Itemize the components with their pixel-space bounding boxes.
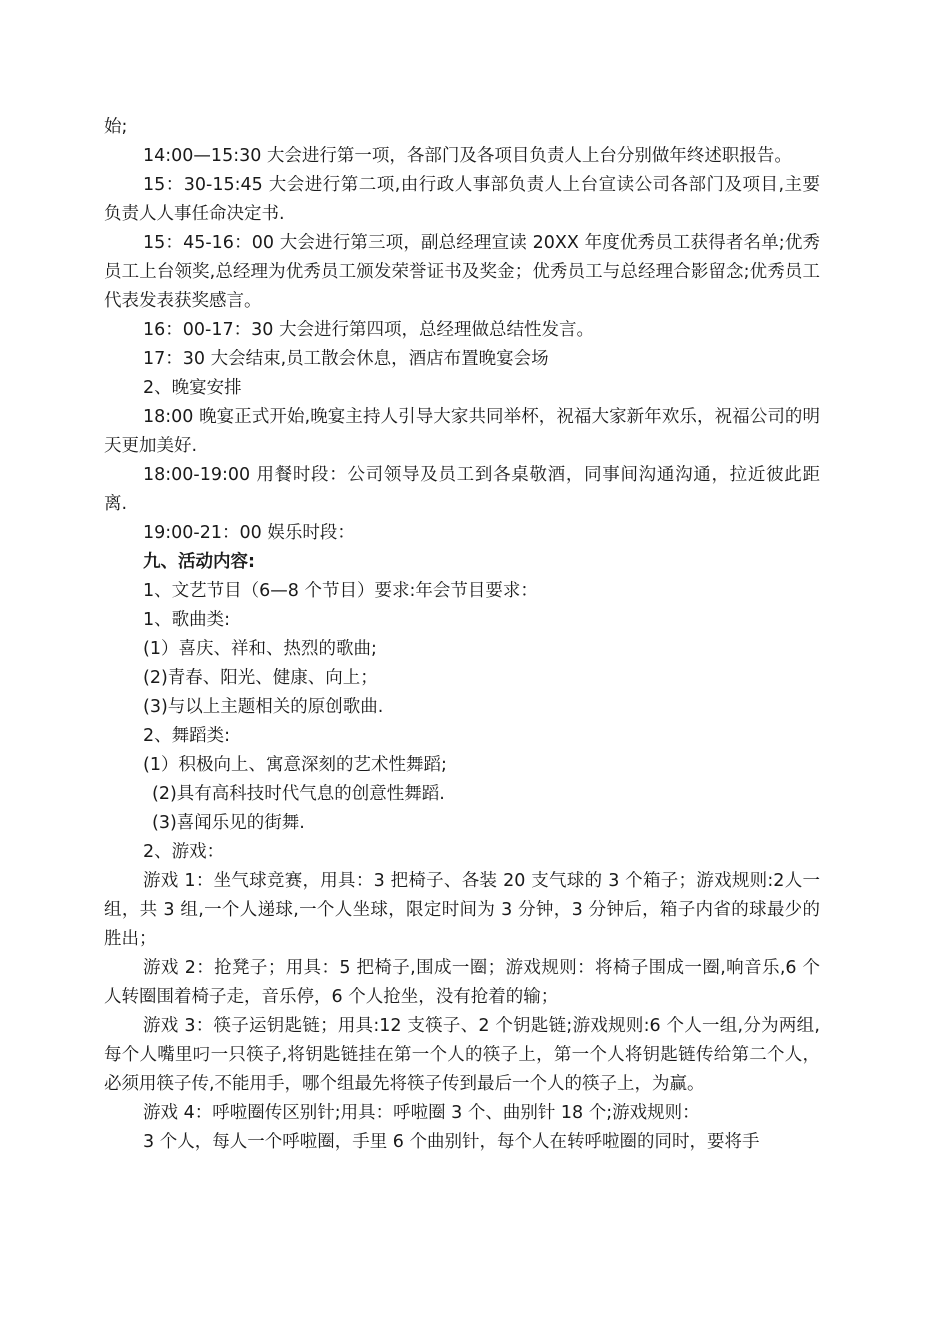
paragraph: 游戏 1：坐气球竞赛，用具：3 把椅子、各装 20 支气球的 3 个箱子；游戏规则:2人一组，共 3 组,一个人递球,一个人坐球，限定时间为 3 分钟，3 分钟后，箱子内省的球最少的胜出； — [104, 871, 820, 949]
list-item: 2、舞蹈类: — [143, 726, 231, 746]
paragraph: 14:00—15:30 大会进行第一项，各部门及各项目负责人上台分别做年终述职报告。 — [143, 146, 792, 166]
list-item: (2)具有高科技时代气息的创意性舞蹈. — [152, 784, 445, 804]
paragraph: 游戏 4：呼啦圈传区别针;用具：呼啦圈 3 个、曲别针 18 个;游戏规则： — [143, 1103, 700, 1123]
paragraph: 15：45-16：00 大会进行第三项，副总经理宣读 20XX 年度优秀员工获得者名单;优秀员工上台领奖,总经理为优秀员工颁发荣誉证书及奖金；优秀员工与总经理合影留念;优秀员工代表发表获奖感言。 — [104, 233, 820, 311]
section-heading: 九、活动内容: — [143, 552, 255, 572]
list-item: (1）喜庆、祥和、热烈的歌曲; — [143, 639, 377, 659]
paragraph: 17：30 大会结束,员工散会休息，酒店布置晚宴会场 — [143, 349, 549, 369]
paragraph: 游戏 2：抢凳子；用具：5 把椅子,围成一圈；游戏规则：将椅子围成一圈,响音乐,6 个人转圈围着椅子走，音乐停，6 个人抢坐，没有抢着的输； — [104, 958, 820, 1007]
list-item: (3)与以上主题相关的原创歌曲. — [143, 697, 384, 717]
list-item: 2、游戏： — [143, 842, 225, 862]
paragraph: 18:00 晚宴正式开始,晚宴主持人引导大家共同举杯，祝福大家新年欢乐，祝福公司的明天更加美好. — [104, 407, 820, 456]
section-heading: 2、晚宴安排 — [143, 378, 242, 398]
list-item: (3)喜闻乐见的街舞. — [152, 813, 305, 833]
paragraph: 始; — [104, 117, 128, 137]
paragraph: 16：00-17：30 大会进行第四项，总经理做总结性发言。 — [143, 320, 594, 340]
list-item: 1、歌曲类: — [143, 610, 231, 630]
list-item: (1）积极向上、寓意深刻的艺术性舞蹈; — [143, 755, 447, 775]
document-page — [104, 113, 820, 1157]
list-item: (2)青春、阳光、健康、向上； — [143, 668, 378, 688]
paragraph: 18:00-19:00 用餐时段：公司领导及员工到各桌敬酒，同事间沟通沟通，拉近彼此距离. — [104, 465, 820, 514]
paragraph: 3 个人，每人一个呼啦圈，手里 6 个曲别针，每个人在转呼啦圈的同时，要将手 — [143, 1132, 760, 1152]
paragraph: 15：30-15:45 大会进行第二项,由行政人事部负责人上台宣读公司各部门及项目,主要负责人人事任命决定书. — [104, 175, 820, 224]
paragraph: 19:00-21：00 娱乐时段： — [143, 523, 355, 543]
paragraph: 游戏 3：筷子运钥匙链；用具:12 支筷子、2 个钥匙链;游戏规则:6 个人一组,分为两组,每个人嘴里叼一只筷子,将钥匙链挂在第一个人的筷子上，第一个人将钥匙链传给第二个人，必须用筷子传,不能用手，哪个组最先将筷子传到最后一个人的筷子上，为赢。 — [104, 1016, 820, 1094]
list-item: 1、文艺节目（6—8 个节目）要求:年会节目要求： — [143, 581, 538, 601]
